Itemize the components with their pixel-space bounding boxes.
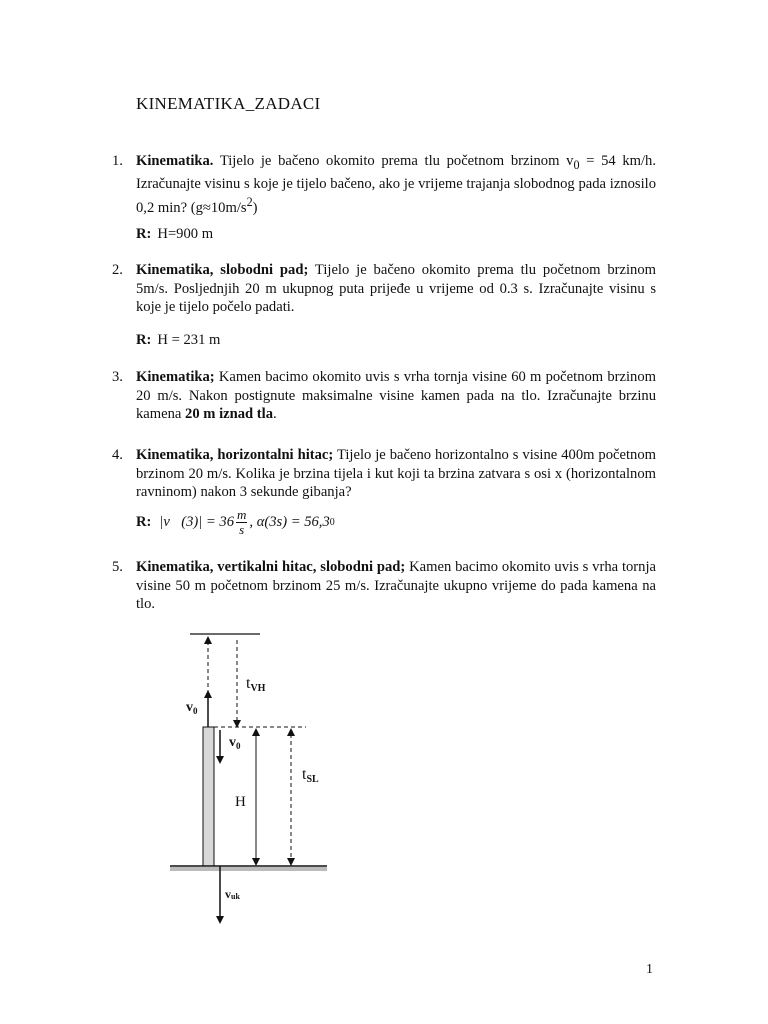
ground-hatch: [170, 867, 327, 871]
problem-number: 5.: [112, 559, 123, 575]
formula-lhs: |v⃗(3)| = 36: [159, 514, 235, 530]
arrowhead-icon: [287, 858, 295, 866]
problem-number: 2.: [112, 262, 123, 278]
formula-rhs: , α(3s) = 56,3: [249, 514, 330, 530]
label-vuk: vuk: [225, 887, 240, 901]
arrowhead-icon: [216, 916, 224, 924]
problem-text: Kinematika, vertikalni hitac, slobodni pad; Kamen bacimo okomito uvis s vrha tornja visine 50 m početnom brzinom 25 m/s. Izračunajte ukupno vrijeme do pada kamena na tlo.: [136, 559, 656, 613]
problem-topic: Kinematika, horizontalni hitac;: [136, 447, 334, 463]
problem-text: Kinematika, slobodni pad; Tijelo je bačeno okomito prema tlu početnom brzinom 5m/s. Posljednjih 20 m ukupnog puta prijeđe u vrijeme od 0.3 s. Izračunajte visinu s koje je tijelo počelo padati.: [136, 262, 656, 316]
arrowhead-icon: [252, 728, 260, 736]
problem-topic: Kinematika, vertikalni hitac, slobodni pad;: [136, 559, 406, 575]
label-h: H: [235, 794, 246, 810]
problem-number: 3.: [112, 369, 123, 385]
problem-text: Kinematika; Kamen bacimo okomito uvis s vrha tornja visine 60 m početnom brzinom 20 m/s. Nakon postignute maksimalne visine kamen pada na tlo. Izračunajte brzinu kamena 20 m iznad tla.: [136, 369, 656, 423]
answer-1: R: H=900 m: [136, 226, 214, 242]
problem-topic: Kinematika.: [136, 153, 214, 169]
arrowhead-icon: [252, 858, 260, 866]
arrowhead-icon: [216, 756, 224, 764]
answer-2: R: H = 231 m: [136, 332, 221, 348]
label-v0-right: $v_0$: [229, 735, 241, 751]
answer-4: R: |v⃗(3)| = 36 $\frac{m}{s}$ , α(3s) = 56,3 0: [136, 507, 335, 537]
label-v0-left: $v_0$: [186, 700, 198, 716]
tower: [203, 727, 214, 866]
problem-topic: Kinematika, slobodni pad;: [136, 262, 309, 278]
problem-text: Kinematika. Tijelo je bačeno okomito prema tlu početnom brzinom $v_0 = 54$ km/h. Izračunajte visinu s koje je tijelo bačeno, ako je vrijeme trajanja slobodnog pada iznosilo 0,2 min? $(g\approx 10m/s^2)$: [136, 153, 657, 216]
page-number: 1: [646, 962, 653, 977]
arrowhead-icon: [204, 690, 212, 698]
problem-number: 1.: [112, 153, 123, 169]
document-title: KINEMATIKA_ZADACI: [136, 94, 321, 113]
formula-fraction: $\frac{m}{s}$: [237, 507, 247, 537]
problem-topic: Kinematika;: [136, 369, 215, 385]
arrowhead-icon: [233, 720, 241, 728]
problem-text: Kinematika, horizontalni hitac; Tijelo je bačeno horizontalno s visine 400m početnom brzinom 20 m/s. Kolika je brzina tijela i kut koji ta brzina zatvara s osi x (horizontalnom ravninom) nakon 3 sekunde gibanja?: [136, 447, 656, 501]
arrowhead-icon: [204, 636, 212, 644]
problem-number: 4.: [112, 447, 123, 463]
arrowhead-icon: [287, 728, 295, 736]
label-tsl: tSL: [302, 766, 319, 785]
label-tvh: tVH: [246, 675, 266, 694]
